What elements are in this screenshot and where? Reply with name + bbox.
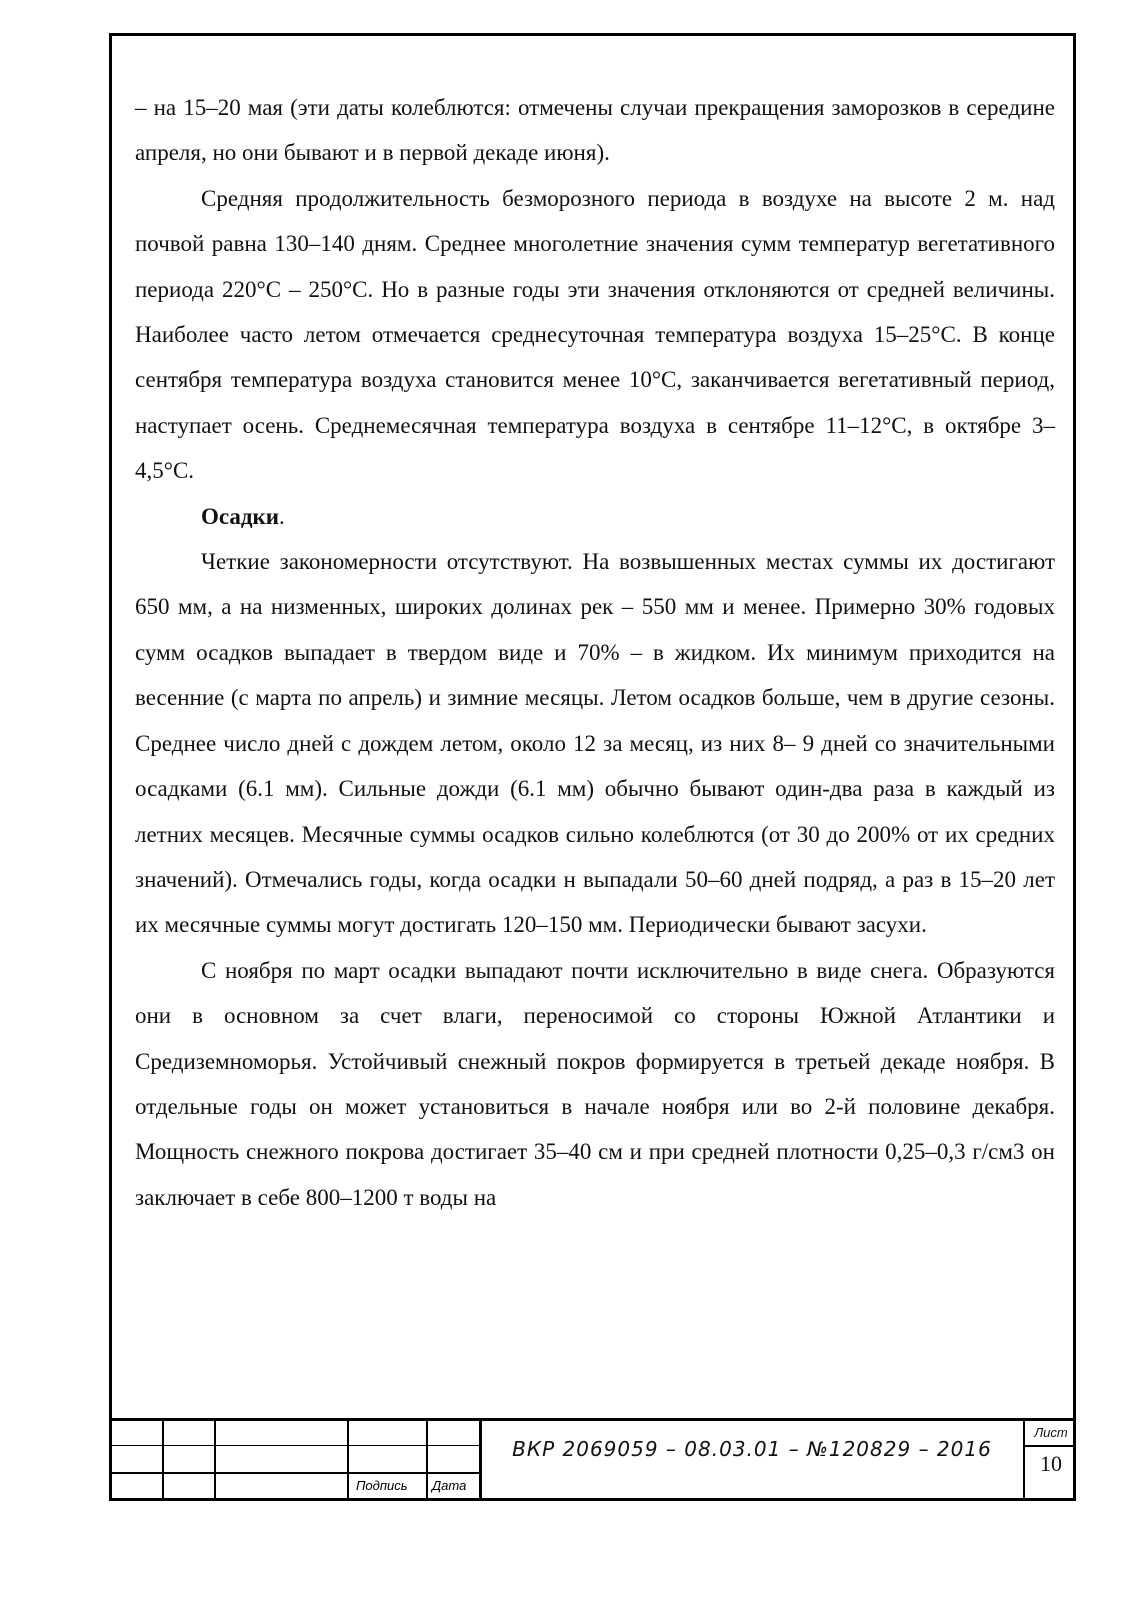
signature-label: Подпись — [356, 1478, 408, 1493]
grid-line — [214, 1421, 216, 1498]
grid-line — [162, 1421, 164, 1498]
grid-line — [426, 1421, 428, 1498]
paragraph-frost-free-period: Средняя продолжительность безморозного периода в воздухе на высоте 2 м. над почвой равна 130–140 дням. Среднее многолетние значения сумм температур вегетативного периода 220°С – 250°С. Но в разные годы эти значения отклоняются от средней величины. Наиболее часто летом отмечается среднесуточная температура воздуха 15–25°С. В конце сентября температура воздуха становится менее 10°С, заканчивается вегетативный период, наступает осень. Среднемесячная температура воздуха в сентябре 11–12°С, в октябре 3–4,5°С. — [135, 185, 1055, 484]
title-block — [109, 1418, 1076, 1501]
document-body — [135, 85, 1055, 1220]
document-code: ВКР 2069059 – 08.03.01 – №120829 – 2016 — [512, 1437, 992, 1461]
heading-text: Осадки — [201, 503, 280, 529]
grid-line — [347, 1421, 349, 1498]
sheet-label: Лист — [1034, 1425, 1068, 1440]
heading-dot: . — [279, 503, 285, 529]
paragraph-snow-cover: С ноября по март осадки выпадают почти исключительно в виде снега. Образуются они в основном за счет влаги, переносимой со стороны Южной Атлантики и Средиземноморья. Устойчивый снежный покров формируется в третьей декаде ноября. В отдельные годы он может установиться в начале ноября или во 2-й половине декабря. Мощность снежного покрова достигает 35–40 см и при средней плотности 0,25–0,3 г/см3 он заключает в себе 800–1200 т воды на — [135, 957, 1055, 1210]
grid-line — [1023, 1421, 1025, 1498]
paragraph-continuation: – на 15–20 мая (эти даты колеблются: отмечены случаи прекращения заморозков в середине апреля, но они бывают и в первой декаде июня). — [135, 95, 1055, 166]
section-heading-precipitation — [135, 494, 1055, 539]
grid-line — [112, 1472, 479, 1474]
date-label: Дата — [432, 1478, 467, 1493]
paragraph-precipitation: Четкие закономерности отсутствуют. На возвышенных местах суммы их достигают 650 мм, а на низменных, широких долинах рек – 550 мм и менее. Примерно 30% годовых сумм осадков выпадает в твердом виде и 70% – в жидком. Их минимум приходится на весенние (с марта по апрель) и зимние месяцы. Летом осадков больше, чем в другие сезоны. Среднее число дней с дождем летом, около 12 за месяц, из них 8– 9 дней со значительными осадками (6.1 мм). Сильные дожди (6.1 мм) обычно бывают один-два раза в каждый из летних месяцев. Месячные суммы осадков сильно колеблются (от 30 до 200% от их средних значений). Отмечались годы, когда осадки н выпадали 50–60 дней подряд, а раз в 15–20 лет их месячные суммы могут достигать 120–150 мм. Периодически бывают засухи. — [135, 549, 1055, 938]
sheet-number: 10 — [1040, 1451, 1062, 1476]
grid-line — [1023, 1445, 1075, 1447]
grid-line — [112, 1445, 479, 1446]
